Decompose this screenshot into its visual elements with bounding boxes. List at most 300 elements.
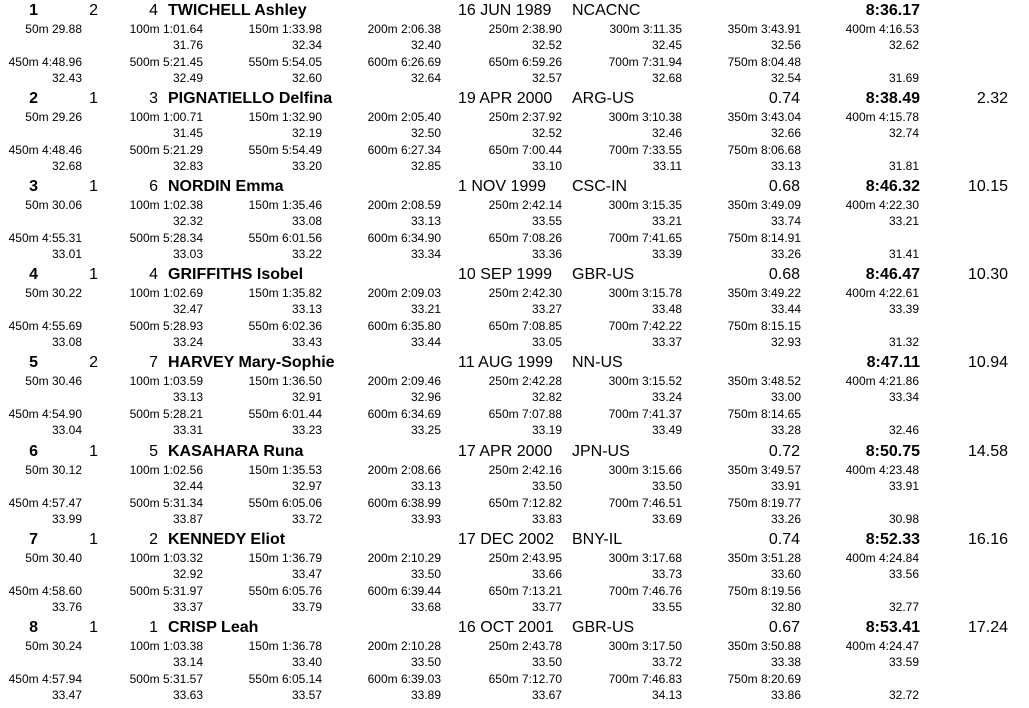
split-time: 300m 3:15.35 xyxy=(608,198,682,212)
split-interval: 33.57 xyxy=(291,688,322,702)
split-interval: 32.64 xyxy=(410,71,441,85)
split-time: 550m 6:05.14 xyxy=(248,672,322,686)
split-time: 400m 4:23.48 xyxy=(845,463,919,477)
split-interval: 33.48 xyxy=(651,302,682,316)
reaction-time: 0.68 xyxy=(768,178,800,195)
split-time: 150m 1:33.98 xyxy=(248,22,322,36)
split-time: 550m 6:01.56 xyxy=(248,231,322,245)
split-time: 650m 6:59.26 xyxy=(488,55,562,69)
split-time: 500m 5:31.97 xyxy=(129,584,203,598)
split-interval: 32.66 xyxy=(770,126,801,140)
split-time: 50m 29.26 xyxy=(25,110,82,124)
split-time: 200m 2:10.29 xyxy=(367,551,441,565)
split-interval: 33.14 xyxy=(172,655,203,669)
split-interval: 33.28 xyxy=(770,423,801,437)
split-time: 500m 5:28.21 xyxy=(129,407,203,421)
date-of-birth: 10 SEP 1999 xyxy=(458,266,553,283)
split-time: 450m 4:57.47 xyxy=(8,496,82,510)
split-time: 350m 3:49.09 xyxy=(727,198,801,212)
reaction-time: 0.74 xyxy=(768,90,800,107)
split-interval: 33.49 xyxy=(651,423,682,437)
split-interval: 33.66 xyxy=(531,567,562,581)
split-interval: 33.21 xyxy=(888,214,919,228)
split-time: 300m 3:15.78 xyxy=(608,286,682,300)
split-interval: 31.76 xyxy=(172,38,203,52)
split-time: 100m 1:03.59 xyxy=(129,374,203,388)
split-interval: 33.47 xyxy=(51,688,82,702)
split-time: 350m 3:51.28 xyxy=(727,551,801,565)
split-interval: 32.32 xyxy=(172,214,203,228)
split-interval: 33.67 xyxy=(531,688,562,702)
split-time: 250m 2:42.28 xyxy=(488,374,562,388)
split-interval: 33.50 xyxy=(531,479,562,493)
split-interval: 33.00 xyxy=(770,390,801,404)
date-of-birth: 17 DEC 2002 xyxy=(458,531,555,548)
time-behind: 2.32 xyxy=(976,90,1008,107)
split-interval: 33.36 xyxy=(531,247,562,261)
split-interval: 33.99 xyxy=(51,512,82,526)
split-interval: 32.80 xyxy=(770,600,801,614)
split-interval: 33.11 xyxy=(652,159,682,173)
split-interval: 33.63 xyxy=(172,688,203,702)
split-interval: 33.13 xyxy=(291,302,322,316)
lane: 1 xyxy=(149,619,158,636)
split-time: 700m 7:41.65 xyxy=(608,231,682,245)
split-time: 700m 7:46.83 xyxy=(608,672,682,686)
split-interval: 33.77 xyxy=(531,600,562,614)
split-time: 700m 7:42.22 xyxy=(608,319,682,333)
split-time: 600m 6:34.90 xyxy=(367,231,441,245)
split-time: 150m 1:36.50 xyxy=(248,374,322,388)
club-code: NN-US xyxy=(572,354,623,371)
split-interval: 32.56 xyxy=(770,38,801,52)
split-time: 350m 3:43.04 xyxy=(727,110,801,124)
split-time: 150m 1:35.46 xyxy=(248,198,322,212)
split-time: 100m 1:02.69 xyxy=(129,286,203,300)
split-time: 650m 7:08.85 xyxy=(488,319,562,333)
split-time: 250m 2:42.14 xyxy=(488,198,562,212)
split-time: 200m 2:05.40 xyxy=(367,110,441,124)
split-time: 150m 1:35.82 xyxy=(248,286,322,300)
final-time: 8:52.33 xyxy=(865,531,920,548)
swimmer-name: NORDIN Emma xyxy=(168,178,284,195)
split-interval: 30.98 xyxy=(888,512,919,526)
split-time: 200m 2:09.46 xyxy=(367,374,441,388)
split-interval: 33.68 xyxy=(410,600,441,614)
lane: 5 xyxy=(149,443,158,460)
split-interval: 32.72 xyxy=(888,688,919,702)
split-time: 400m 4:24.47 xyxy=(845,639,919,653)
split-time: 50m 29.88 xyxy=(25,22,82,36)
split-time: 750m 8:14.65 xyxy=(727,407,801,421)
date-of-birth: 17 APR 2000 xyxy=(458,443,553,460)
lane: 7 xyxy=(149,354,158,371)
split-time: 750m 8:06.68 xyxy=(727,143,801,157)
club-code: CSC-IN xyxy=(572,178,628,195)
split-time: 550m 6:05.06 xyxy=(248,496,322,510)
split-time: 400m 4:16.53 xyxy=(845,22,919,36)
split-interval: 32.52 xyxy=(531,126,562,140)
date-of-birth: 16 JUN 1989 xyxy=(458,2,552,19)
split-interval: 33.24 xyxy=(651,390,682,404)
split-interval: 33.47 xyxy=(291,567,322,581)
split-time: 700m 7:33.55 xyxy=(608,143,682,157)
split-time: 250m 2:43.95 xyxy=(488,551,562,565)
swimmer-name: CRISP Leah xyxy=(168,619,259,636)
split-time: 600m 6:38.99 xyxy=(367,496,441,510)
split-time: 50m 30.40 xyxy=(25,551,82,565)
split-time: 50m 30.12 xyxy=(25,463,82,477)
split-time: 100m 1:03.32 xyxy=(129,551,203,565)
split-time: 450m 4:57.94 xyxy=(8,672,82,686)
split-time: 600m 6:27.34 xyxy=(367,143,441,157)
split-interval: 33.59 xyxy=(888,655,919,669)
result-entry xyxy=(0,3,1029,91)
swimmer-name: TWICHELL Ashley xyxy=(168,2,307,19)
split-interval: 33.03 xyxy=(172,247,203,261)
heat: 2 xyxy=(89,354,98,371)
final-time: 8:46.47 xyxy=(865,266,920,283)
split-interval: 33.55 xyxy=(531,214,562,228)
split-interval: 32.77 xyxy=(888,600,919,614)
split-interval: 31.32 xyxy=(888,335,919,349)
split-time: 250m 2:42.16 xyxy=(488,463,562,477)
club-code: GBR-US xyxy=(572,619,635,636)
split-time: 350m 3:48.52 xyxy=(727,374,801,388)
final-time: 8:38.49 xyxy=(865,90,920,107)
split-interval: 32.68 xyxy=(51,159,82,173)
split-interval: 33.20 xyxy=(291,159,322,173)
split-time: 300m 3:17.50 xyxy=(608,639,682,653)
split-interval: 33.24 xyxy=(172,335,203,349)
split-time: 500m 5:31.57 xyxy=(129,672,203,686)
swimmer-name: GRIFFITHS Isobel xyxy=(168,266,304,283)
split-time: 550m 5:54.49 xyxy=(248,143,322,157)
split-time: 450m 4:58.60 xyxy=(8,584,82,598)
split-time: 200m 2:09.03 xyxy=(367,286,441,300)
split-time: 200m 2:08.66 xyxy=(367,463,441,477)
split-interval: 33.76 xyxy=(51,600,82,614)
date-of-birth: 19 APR 2000 xyxy=(458,90,553,107)
split-interval: 33.44 xyxy=(770,302,801,316)
lane: 3 xyxy=(149,90,158,107)
split-time: 250m 2:37.92 xyxy=(488,110,562,124)
split-time: 450m 4:55.69 xyxy=(8,319,82,333)
heat: 2 xyxy=(89,2,98,19)
lane: 4 xyxy=(149,266,158,283)
split-interval: 32.46 xyxy=(888,423,919,437)
heat: 1 xyxy=(89,531,98,548)
split-interval: 33.38 xyxy=(770,655,801,669)
swimmer-name: PIGNATIELLO Delfina xyxy=(168,90,333,107)
time-behind: 10.30 xyxy=(967,266,1008,283)
result-entry xyxy=(0,444,1029,532)
split-interval: 33.13 xyxy=(172,390,203,404)
heat: 1 xyxy=(89,443,98,460)
split-interval: 33.40 xyxy=(291,655,322,669)
split-interval: 32.43 xyxy=(51,71,82,85)
lane: 6 xyxy=(149,178,158,195)
split-interval: 32.92 xyxy=(172,567,203,581)
time-behind: 16.16 xyxy=(967,531,1008,548)
split-time: 150m 1:32.90 xyxy=(248,110,322,124)
split-time: 550m 6:05.76 xyxy=(248,584,322,598)
split-time: 200m 2:06.38 xyxy=(367,22,441,36)
split-interval: 33.55 xyxy=(651,600,682,614)
split-interval: 33.23 xyxy=(291,423,322,437)
split-time: 350m 3:50.88 xyxy=(727,639,801,653)
split-interval: 34.13 xyxy=(651,688,682,702)
lane: 2 xyxy=(149,531,158,548)
split-interval: 32.50 xyxy=(410,126,441,140)
split-interval: 32.82 xyxy=(531,390,562,404)
split-interval: 32.62 xyxy=(888,38,919,52)
reaction-time: 0.72 xyxy=(768,443,800,460)
club-code: NCACNC xyxy=(572,2,641,19)
final-time: 8:36.17 xyxy=(865,2,920,19)
split-interval: 33.72 xyxy=(291,512,322,526)
split-interval: 33.13 xyxy=(770,159,801,173)
split-time: 250m 2:43.78 xyxy=(488,639,562,653)
swimmer-name: HARVEY Mary-Sophie xyxy=(168,354,335,371)
split-time: 250m 2:42.30 xyxy=(488,286,562,300)
split-interval: 33.27 xyxy=(531,302,562,316)
split-time: 100m 1:00.71 xyxy=(129,110,203,124)
place: 4 xyxy=(29,266,38,283)
split-time: 650m 7:13.21 xyxy=(488,584,562,598)
split-interval: 32.57 xyxy=(531,71,562,85)
split-time: 700m 7:31.94 xyxy=(608,55,682,69)
split-interval: 33.44 xyxy=(410,335,441,349)
split-time: 150m 1:36.79 xyxy=(248,551,322,565)
split-interval: 32.52 xyxy=(531,38,562,52)
split-time: 100m 1:03.38 xyxy=(129,639,203,653)
split-time: 600m 6:39.03 xyxy=(367,672,441,686)
split-time: 400m 4:15.78 xyxy=(845,110,919,124)
split-interval: 31.69 xyxy=(888,71,919,85)
split-interval: 33.73 xyxy=(651,567,682,581)
split-time: 250m 2:38.90 xyxy=(488,22,562,36)
heat: 1 xyxy=(89,178,98,195)
split-interval: 33.87 xyxy=(172,512,203,526)
split-interval: 32.45 xyxy=(651,38,682,52)
split-interval: 33.04 xyxy=(51,423,82,437)
split-interval: 33.13 xyxy=(410,214,441,228)
result-entry xyxy=(0,267,1029,355)
split-time: 450m 4:48.46 xyxy=(8,143,82,157)
split-interval: 32.85 xyxy=(410,159,441,173)
club-code: JPN-US xyxy=(572,443,630,460)
split-interval: 33.86 xyxy=(770,688,801,702)
split-time: 450m 4:55.31 xyxy=(8,231,82,245)
split-interval: 32.93 xyxy=(770,335,801,349)
reaction-time: 0.67 xyxy=(768,619,800,636)
time-behind: 10.15 xyxy=(967,178,1008,195)
split-interval: 32.40 xyxy=(410,38,441,52)
result-entry xyxy=(0,620,1029,708)
split-time: 650m 7:12.82 xyxy=(488,496,562,510)
club-code: ARG-US xyxy=(572,90,635,107)
split-interval: 33.89 xyxy=(410,688,441,702)
date-of-birth: 1 NOV 1999 xyxy=(458,178,547,195)
club-code: GBR-US xyxy=(572,266,635,283)
split-time: 300m 3:15.52 xyxy=(608,374,682,388)
final-time: 8:53.41 xyxy=(865,619,920,636)
split-interval: 33.39 xyxy=(651,247,682,261)
split-interval: 33.74 xyxy=(770,214,801,228)
split-interval: 33.50 xyxy=(651,479,682,493)
split-time: 50m 30.24 xyxy=(25,639,82,653)
split-time: 500m 5:28.93 xyxy=(129,319,203,333)
split-time: 100m 1:02.38 xyxy=(129,198,203,212)
swimmer-name: KASAHARA Runa xyxy=(168,443,304,460)
lane: 4 xyxy=(149,2,158,19)
split-time: 100m 1:02.56 xyxy=(129,463,203,477)
split-time: 750m 8:20.69 xyxy=(727,672,801,686)
split-interval: 33.37 xyxy=(651,335,682,349)
split-time: 750m 8:15.15 xyxy=(727,319,801,333)
heat: 1 xyxy=(89,266,98,283)
split-interval: 33.19 xyxy=(531,423,562,437)
split-interval: 32.19 xyxy=(291,126,322,140)
split-interval: 31.41 xyxy=(888,247,919,261)
result-entry xyxy=(0,91,1029,179)
split-interval: 31.45 xyxy=(172,126,203,140)
result-entry xyxy=(0,355,1029,443)
time-behind: 17.24 xyxy=(967,619,1008,636)
split-time: 150m 1:36.78 xyxy=(248,639,322,653)
split-interval: 33.13 xyxy=(410,479,441,493)
result-entry xyxy=(0,179,1029,267)
split-time: 500m 5:31.34 xyxy=(129,496,203,510)
split-time: 500m 5:28.34 xyxy=(129,231,203,245)
split-interval: 33.08 xyxy=(291,214,322,228)
split-interval: 33.34 xyxy=(410,247,441,261)
split-time: 650m 7:00.44 xyxy=(488,143,562,157)
split-interval: 33.83 xyxy=(531,512,562,526)
split-interval: 32.47 xyxy=(172,302,203,316)
split-time: 450m 4:48.96 xyxy=(8,55,82,69)
split-time: 50m 30.06 xyxy=(25,198,82,212)
heat: 1 xyxy=(89,90,98,107)
split-time: 500m 5:21.29 xyxy=(129,143,203,157)
split-time: 500m 5:21.45 xyxy=(129,55,203,69)
date-of-birth: 16 OCT 2001 xyxy=(458,619,554,636)
split-time: 300m 3:10.38 xyxy=(608,110,682,124)
split-time: 50m 30.46 xyxy=(25,374,82,388)
split-interval: 32.96 xyxy=(410,390,441,404)
split-time: 600m 6:34.69 xyxy=(367,407,441,421)
split-interval: 32.54 xyxy=(770,71,801,85)
split-time: 350m 3:49.22 xyxy=(727,286,801,300)
split-interval: 33.01 xyxy=(51,247,82,261)
split-time: 300m 3:17.68 xyxy=(608,551,682,565)
place: 7 xyxy=(29,531,38,548)
split-interval: 32.34 xyxy=(291,38,322,52)
split-interval: 33.93 xyxy=(410,512,441,526)
split-time: 400m 4:22.30 xyxy=(845,198,919,212)
split-interval: 33.25 xyxy=(410,423,441,437)
split-time: 350m 3:49.57 xyxy=(727,463,801,477)
place: 2 xyxy=(29,90,38,107)
split-interval: 32.46 xyxy=(651,126,682,140)
split-interval: 32.97 xyxy=(291,479,322,493)
split-time: 550m 6:01.44 xyxy=(248,407,322,421)
split-time: 600m 6:26.69 xyxy=(367,55,441,69)
split-interval: 33.60 xyxy=(770,567,801,581)
split-interval: 32.44 xyxy=(172,479,203,493)
split-interval: 32.60 xyxy=(291,71,322,85)
split-interval: 32.74 xyxy=(888,126,919,140)
split-interval: 33.21 xyxy=(651,214,682,228)
split-interval: 33.21 xyxy=(410,302,441,316)
split-interval: 33.50 xyxy=(410,655,441,669)
split-interval: 33.50 xyxy=(531,655,562,669)
split-time: 750m 8:04.48 xyxy=(727,55,801,69)
split-time: 600m 6:39.44 xyxy=(367,584,441,598)
split-time: 400m 4:22.61 xyxy=(845,286,919,300)
reaction-time: 0.74 xyxy=(768,531,800,548)
split-interval: 33.08 xyxy=(51,335,82,349)
place: 1 xyxy=(29,2,38,19)
split-time: 600m 6:35.80 xyxy=(367,319,441,333)
split-time: 350m 3:43.91 xyxy=(727,22,801,36)
split-time: 700m 7:46.51 xyxy=(608,496,682,510)
place: 3 xyxy=(29,178,38,195)
split-interval: 33.72 xyxy=(651,655,682,669)
final-time: 8:46.32 xyxy=(865,178,920,195)
split-time: 150m 1:35.53 xyxy=(248,463,322,477)
place: 6 xyxy=(29,443,38,460)
split-interval: 33.91 xyxy=(888,479,919,493)
split-interval: 33.10 xyxy=(531,159,562,173)
result-entry xyxy=(0,532,1029,620)
split-interval: 32.49 xyxy=(172,71,203,85)
place: 8 xyxy=(29,619,38,636)
split-interval: 33.26 xyxy=(770,247,801,261)
split-interval: 33.69 xyxy=(651,512,682,526)
split-time: 200m 2:10.28 xyxy=(367,639,441,653)
split-time: 700m 7:41.37 xyxy=(608,407,682,421)
split-interval: 33.56 xyxy=(888,567,919,581)
split-time: 750m 8:14.91 xyxy=(727,231,801,245)
club-code: BNY-IL xyxy=(572,531,623,548)
time-behind: 14.58 xyxy=(967,443,1008,460)
swimmer-name: KENNEDY Eliot xyxy=(168,531,286,548)
split-time: 750m 8:19.77 xyxy=(727,496,801,510)
final-time: 8:47.11 xyxy=(866,354,920,371)
split-time: 550m 5:54.05 xyxy=(248,55,322,69)
split-time: 450m 4:54.90 xyxy=(8,407,82,421)
split-interval: 31.81 xyxy=(888,159,919,173)
split-interval: 33.50 xyxy=(410,567,441,581)
split-time: 400m 4:24.84 xyxy=(845,551,919,565)
split-interval: 32.91 xyxy=(291,390,322,404)
final-time: 8:50.75 xyxy=(865,443,920,460)
time-behind: 10.94 xyxy=(967,354,1008,371)
split-time: 650m 7:12.70 xyxy=(488,672,562,686)
date-of-birth: 11 AUG 1999 xyxy=(458,354,553,371)
split-interval: 33.37 xyxy=(172,600,203,614)
split-time: 50m 30.22 xyxy=(25,286,82,300)
split-interval: 33.05 xyxy=(531,335,562,349)
split-time: 750m 8:19.56 xyxy=(727,584,801,598)
split-interval: 32.68 xyxy=(651,71,682,85)
split-interval: 33.26 xyxy=(770,512,801,526)
split-time: 550m 6:02.36 xyxy=(248,319,322,333)
split-time: 650m 7:07.88 xyxy=(488,407,562,421)
split-interval: 32.83 xyxy=(172,159,203,173)
